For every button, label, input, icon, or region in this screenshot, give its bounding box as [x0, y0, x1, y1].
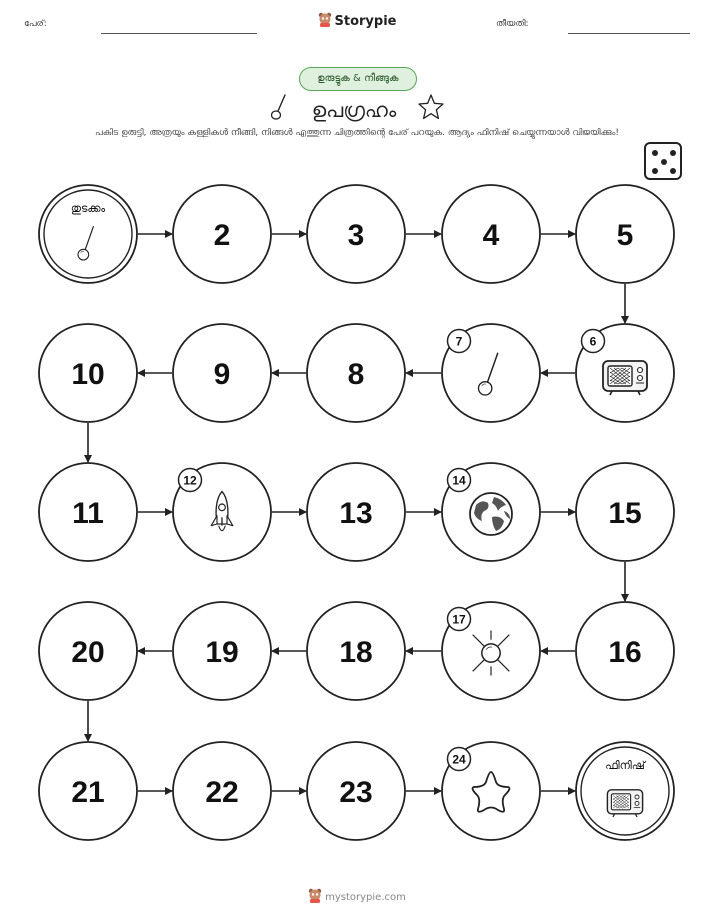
start-label: തുടക്കം	[70, 202, 106, 215]
board-cell-3[interactable]	[307, 185, 405, 283]
cell-number: 22	[205, 776, 239, 809]
board-cell-12[interactable]	[173, 463, 271, 561]
cell-number-badge: 17	[452, 612, 466, 627]
cell-number: 4	[482, 219, 500, 252]
board-cell-9[interactable]	[173, 324, 271, 422]
board-cell-8[interactable]	[307, 324, 405, 422]
footer	[0, 888, 714, 906]
board-cell-24[interactable]	[442, 742, 540, 840]
cell-number: 20	[71, 636, 105, 669]
cell-number-badge: 6	[589, 334, 597, 349]
board-cell-5[interactable]	[576, 185, 674, 283]
cell-number: 2	[213, 219, 231, 252]
board-cell-7[interactable]	[442, 324, 540, 422]
finish-label: ഫിനിഷ്	[605, 759, 645, 772]
cell-number: 16	[608, 636, 642, 669]
board-cell-11[interactable]	[39, 463, 137, 561]
cell-number-badge: 14	[452, 473, 466, 488]
cell-number-badge: 24	[452, 752, 466, 767]
tv-icon	[607, 790, 642, 817]
activity-tag: ഉരുട്ടുക & നീങ്ങുക	[299, 67, 417, 91]
board-cell-18[interactable]	[307, 602, 405, 700]
board-cell-4[interactable]	[442, 185, 540, 283]
cell-number: 15	[608, 497, 642, 530]
cell-number: 8	[347, 358, 365, 391]
board-cell-19[interactable]	[173, 602, 271, 700]
board-cell-21[interactable]	[39, 742, 137, 840]
tv-icon	[603, 361, 647, 395]
board-cell-23[interactable]	[307, 742, 405, 840]
board-cell-10[interactable]	[39, 324, 137, 422]
board-cell-15[interactable]	[576, 463, 674, 561]
cell-number: 23	[339, 776, 373, 809]
page-title: ഉപഗ്രഹം	[311, 97, 397, 122]
cell-number: 11	[72, 497, 104, 530]
brand-name: Storypie	[334, 14, 397, 29]
finish-cell[interactable]	[576, 742, 674, 840]
cell-number-badge: 7	[455, 334, 463, 349]
storypie-mascot-icon	[308, 888, 322, 906]
footer-site: mystorypie.com	[325, 892, 406, 903]
cell-number: 3	[347, 219, 365, 252]
name-label: പേര്:	[24, 19, 47, 29]
board-cell-20[interactable]	[39, 602, 137, 700]
earth-icon	[470, 493, 512, 535]
board-cell-2[interactable]	[173, 185, 271, 283]
cell-number: 19	[205, 636, 239, 669]
cell-number: 9	[213, 358, 231, 391]
cell-number: 5	[616, 219, 634, 252]
cell-number-badge: 12	[183, 473, 197, 488]
instructions: പകിട ഉരുട്ടി, അത്രയും കള്ളികൾ നീങ്ങി, നിങ്ങൾ എത്തുന്ന ചിത്രത്തിന്റെ പേര് പറയുക. ആദ്യം ഫിനിഷ് ചെയ്യുന്നയാൾ വിജയിക്കും!	[95, 128, 619, 138]
start-cell[interactable]	[39, 185, 137, 283]
cell-number: 13	[339, 497, 373, 530]
date-label: തീയതി:	[496, 19, 529, 29]
board-cell-13[interactable]	[307, 463, 405, 561]
board-cell-22[interactable]	[173, 742, 271, 840]
cell-number: 18	[339, 636, 373, 669]
board-cell-14[interactable]	[442, 463, 540, 561]
board-cell-16[interactable]	[576, 602, 674, 700]
cell-number: 21	[71, 776, 105, 809]
cell-number: 10	[71, 358, 105, 391]
board-cell-6[interactable]	[576, 324, 674, 422]
board-cell-17[interactable]	[442, 602, 540, 700]
